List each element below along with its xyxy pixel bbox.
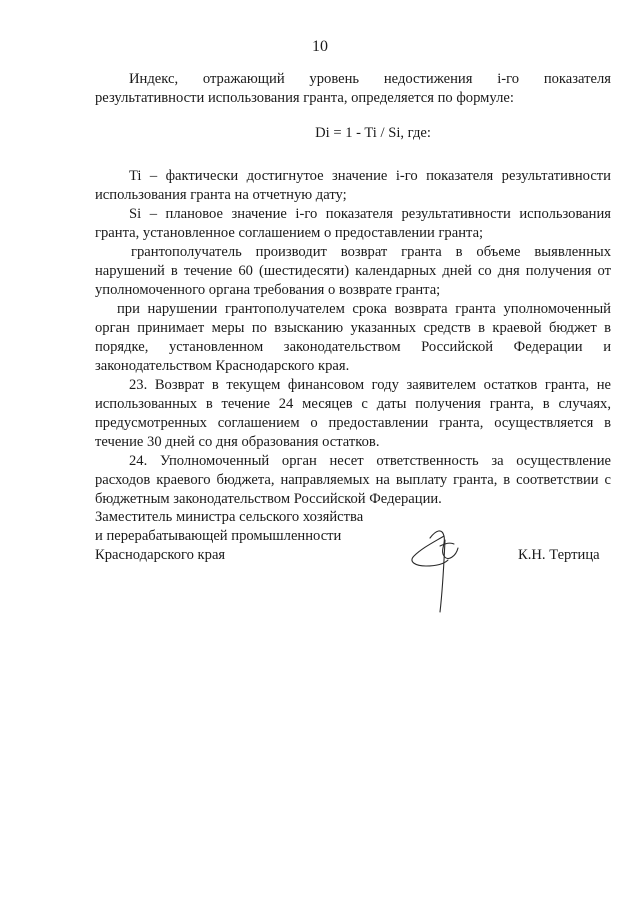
formula: Di = 1 - Ti / Si, где: bbox=[315, 125, 431, 141]
paragraph-index-intro: Индекс, отражающий уровень недостижения i-го показателя результативности использования гранта, определяется по формуле: bbox=[95, 71, 611, 106]
handwritten-signature bbox=[400, 516, 470, 616]
document-body bbox=[95, 70, 611, 509]
signer-title-line: Краснодарского края bbox=[95, 547, 226, 563]
paragraph-si-definition: Si – плановое значение i-го показателя результативности использования гранта, установленное соглашением о предоставлении гранта; bbox=[95, 206, 611, 241]
signer-title-line: Заместитель министра сельского хозяйства bbox=[95, 509, 364, 525]
signature-block bbox=[95, 508, 615, 565]
paragraph-grant-return: грантополучатель производит возврат гранта в объеме выявленных нарушений в течение 60 (шестидесяти) календарных дней со дня получения от уполномоченного органа требования о возврате гранта; bbox=[95, 244, 611, 298]
paragraph-violation: при нарушении грантополучателем срока возврата гранта уполномоченный орган принимает меры по взысканию указанных средств в краевой бюджет в порядке, установленном законодательством Российской Федерации и законодательством Краснодарского края. bbox=[95, 301, 611, 374]
paragraph-24: 24. Уполномоченный орган несет ответственность за осуществление расходов краевого бюджета, направляемых на выплату гранта, в соответствии с бюджетным законодательством Российской Федерации. bbox=[95, 453, 611, 507]
signer-name: К.Н. Тертица bbox=[518, 547, 600, 563]
paragraph-23: 23. Возврат в текущем финансовом году заявителем остатков гранта, не использованных в течение 24 месяцев с даты получения гранта, в случаях, предусмотренных соглашением о предоставлении гранта, осуществляется в течение 30 дней со дня образования остатков. bbox=[95, 377, 611, 450]
signer-title-line: и перерабатывающей промышленности bbox=[95, 528, 342, 544]
paragraph-ti-definition: Ti – фактически достигнутое значение i-го показателя результативности использования гранта на отчетную дату; bbox=[95, 168, 611, 203]
page-number: 10 bbox=[312, 38, 328, 55]
